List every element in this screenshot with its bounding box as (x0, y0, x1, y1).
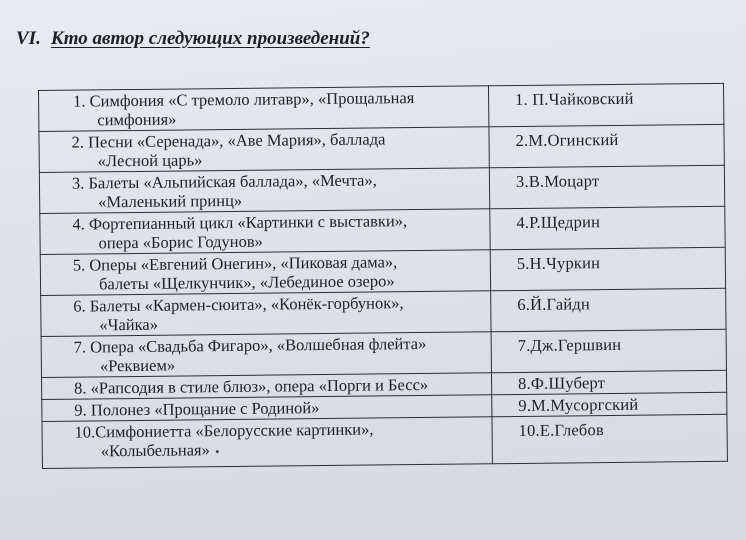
work-line: 2. Песни «Серенада», «Аве Мария», баллада (71, 129, 386, 152)
work-line: 1. Симфония «С тремоло литавр», «Прощальная (73, 88, 415, 111)
author-cell: 2.М.Огинский (489, 124, 724, 167)
work-cell (39, 127, 489, 173)
work-line: 8. «Рапсодия в стиле блюз», опера «Порги и Бесс» (74, 374, 429, 398)
author-cell: 1. П.Чайковский (488, 83, 723, 126)
work-cell (40, 250, 490, 296)
work-line: 6. Балеты «Кармен-сюита», «Конёк-горбунок», (73, 293, 404, 316)
question-text: Кто автор следующих произведений? (50, 28, 370, 49)
matching-table-wrapper (38, 83, 728, 469)
work-line-continued: балеты «Щелкунчик», «Лебединое озеро» (98, 271, 395, 294)
work-line-continued: «Чайка» (99, 314, 159, 335)
work-cell (40, 209, 490, 255)
work-line-continued: «Маленький принц» (98, 190, 243, 212)
author-cell: 6.Й.Гайдн (491, 288, 726, 331)
work-line: 4. Фортепианный цикл «Картинки с выставки», (72, 211, 408, 234)
question-heading (16, 28, 370, 50)
table-row (42, 414, 727, 468)
table-row (39, 124, 724, 172)
pen-dot-mark (216, 450, 219, 453)
work-line-continued: «Лесной царь» (97, 150, 203, 171)
author-cell: 4.Р.Щедрин (490, 206, 725, 249)
author-cell: 7.Дж.Гершвин (491, 329, 726, 372)
author-cell: 5.Н.Чуркин (490, 247, 725, 290)
author-cell: 9.М.Мусоргский (492, 392, 727, 416)
work-line-text: «Колыбельная» (100, 440, 210, 461)
table-row (40, 247, 725, 295)
work-line-continued: симфония» (97, 109, 177, 130)
work-line: 5. Оперы «Евгений Онегин», «Пиковая дама», (72, 252, 398, 275)
work-cell (41, 291, 491, 337)
table-row (39, 165, 724, 213)
matching-table (38, 83, 728, 469)
author-cell: 8.Ф.Шуберт (491, 370, 726, 394)
work-line: 10.Симфониетта «Белорусские картинки», (74, 419, 374, 442)
work-line-continued (51, 437, 486, 461)
work-line: 3. Балеты «Альпийская баллада», «Мечта», (71, 170, 377, 193)
work-line-continued: «Реквием» (99, 355, 176, 376)
work-cell (41, 332, 491, 378)
section-number: VI. (16, 28, 41, 49)
work-cell (42, 417, 492, 469)
work-line-continued: опера «Борис Годунов» (98, 231, 263, 253)
work-line: 9. Полонез «Прощание с Родиной» (74, 398, 320, 420)
work-cell (39, 86, 489, 132)
table-row (41, 329, 726, 377)
author-cell: 3.В.Моцарт (489, 165, 724, 208)
table-row (41, 288, 726, 336)
table-row (39, 83, 724, 131)
work-line: 7. Опера «Свадьба Фигаро», «Волшебная флейта» (73, 333, 427, 357)
table-row (40, 206, 725, 254)
work-cell (39, 168, 489, 214)
author-cell: 10.Е.Глебов (492, 414, 727, 463)
